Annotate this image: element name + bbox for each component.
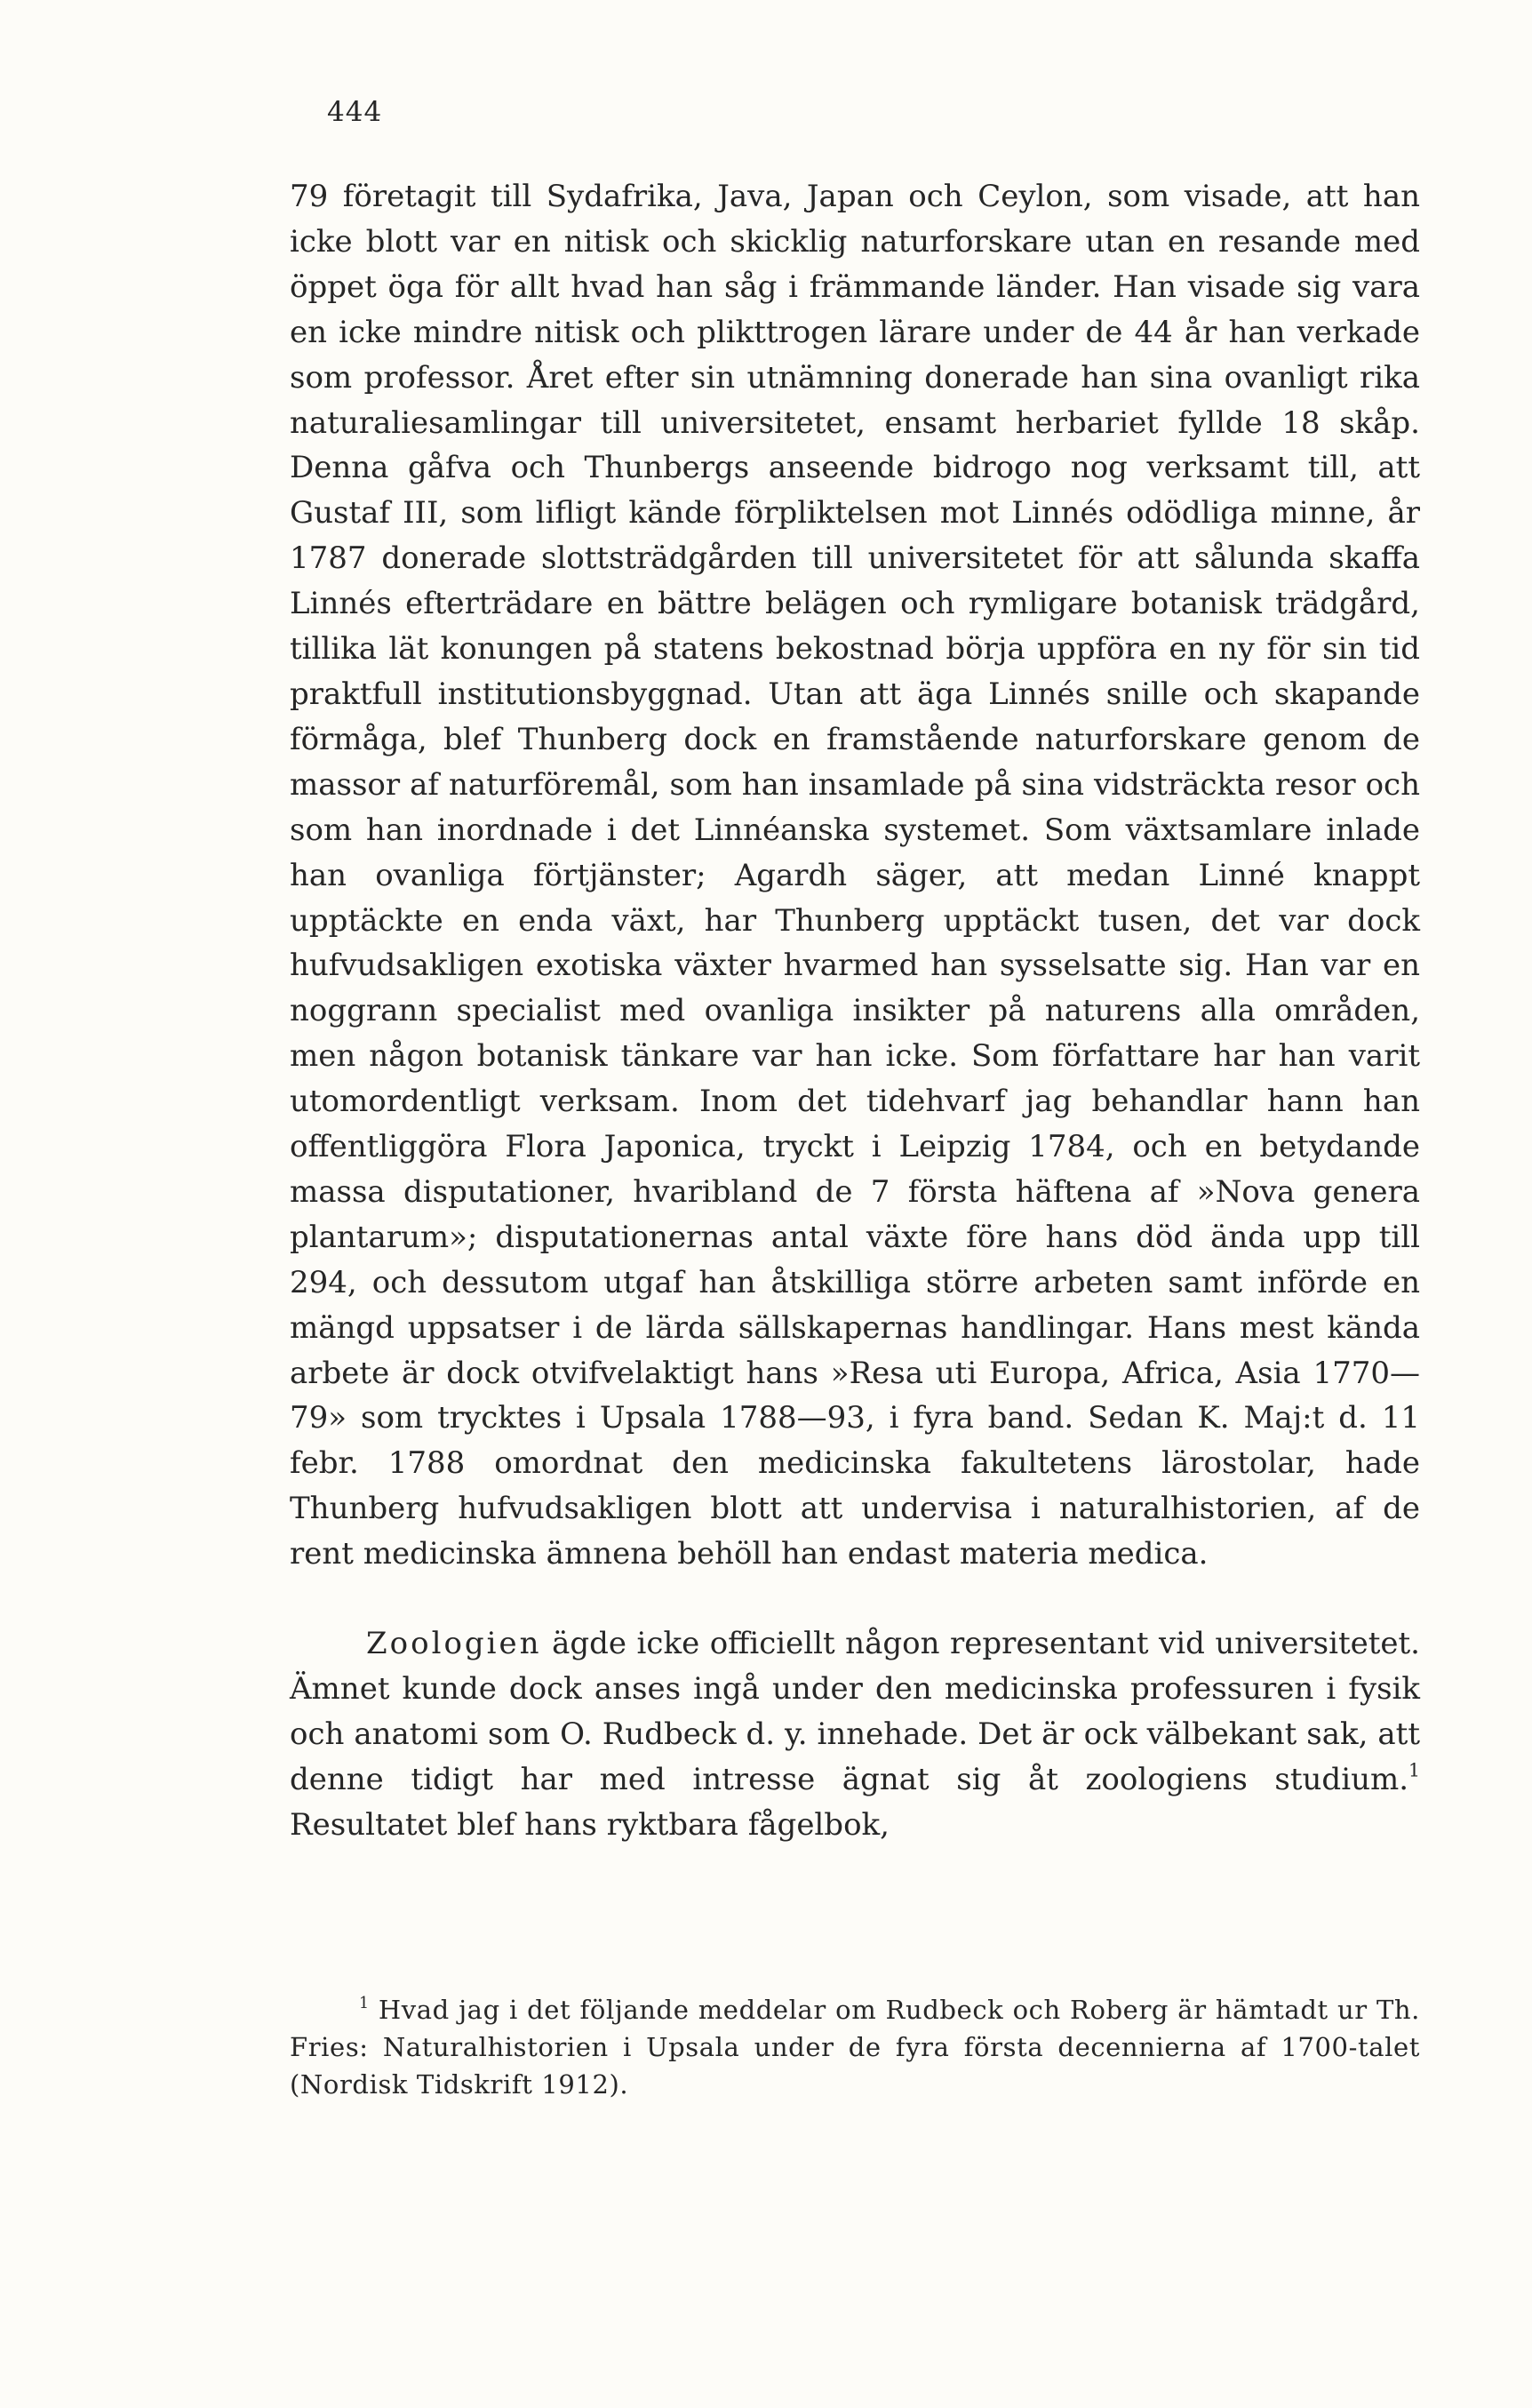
footnote-reference: 1 (1408, 1759, 1420, 1781)
footnote-marker: 1 (359, 1994, 370, 2012)
paragraph-zoology-end: Resultatet blef hans ryktbara fågelbok, (290, 1806, 890, 1843)
paragraph-zoology-text: ägde icke officiellt någon representant vid universitetet. Ämnet kunde dock anses ingå under den medicinska professuren i fysik och anatomi som O. Rudbeck d. y. innehade. Det är ock välbekant sak, att denne tidigt har med intresse ägnat sig åt zoologiens studium. (290, 1626, 1420, 1797)
footnote-text: Hvad jag i det följande meddelar om Rudbeck och Roberg är hämtadt ur Th. Fries: Naturalhistorien i Upsala under de fyra första decennierna af 1700-talet (Nordisk Tidskrift 1912). (290, 1995, 1420, 2100)
spaced-heading-word: Zoologien (366, 1626, 542, 1662)
paragraph-zoology (290, 1621, 1420, 1848)
paragraph-thunberg: 79 företagit till Sydafrika, Java, Japan och Ceylon, som visade, att han icke blott var en nitisk och skicklig naturforskare utan en resande med öppet öga för allt hvad han såg i främmande länder. Han visade sig vara en icke mindre nitisk och plikttrogen lärare under de 44 år han verkade som professor. Året efter sin utnämning donerade han sina ovanligt rika naturaliesamlingar till universitetet, ensamt herbariet fyllde 18 skåp. Denna gåfva och Thunbergs anseende bidrogo nog verksamt till, att Gustaf III, som lifligt kände förpliktelsen mot Linnés odödliga minne, år 1787 donerade slottsträdgården till universitetet för att sålunda skaffa Linnés efterträdare en bättre belägen och rymligare botanisk trädgård, tillika lät konungen på statens bekostnad börja uppföra en ny för sin tid praktfull institutionsbyggnad. Utan att äga Linnés snille och skapande förmåga, blef Thunberg dock en framstående naturforskare genom de massor af naturföremål, som han insamlade på sina vidsträckta resor och som han inordnade i det Linnéanska systemet. Som växtsamlare inlade han ovanliga förtjänster; Agardh säger, att medan Linné knappt upptäckte en enda växt, har Thunberg upptäckt tusen, det var dock hufvudsakligen exotiska växter hvarmed han sysselsatte sig. Han var en noggrann specialist med ovanliga insikter på naturens alla områden, men någon botanisk tänkare var han icke. Som författare har han varit utomordentligt verksam. Inom det tidehvarf jag behandlar hann han offentliggöra Flora Japonica, tryckt i Leipzig 1784, och en betydande massa disputationer, hvaribland de 7 första häftena af »Nova genera plantarum»; disputationernas antal växte före hans död ända upp till 294, och dessutom utgaf han åtskilliga större arbeten samt införde en mängd uppsatser i de lärda sällskapernas handlingar. Hans mest kända arbete är dock otvifvelaktigt hans »Resa uti Europa, Africa, Asia 1770—79» som trycktes i Upsala 1788—93, i fyra band. Sedan K. Maj:t d. 11 febr. 1788 omordnat den medicinska fakultetens lärostolar, hade Thunberg hufvudsakligen blott att undervisa i naturalhistorien, af de rent medicinska ämnena behöll han endast materia medica. (290, 179, 1420, 1572)
page-number: 444 (327, 96, 383, 128)
main-text (290, 174, 1420, 1848)
footnote (290, 1991, 1420, 2103)
